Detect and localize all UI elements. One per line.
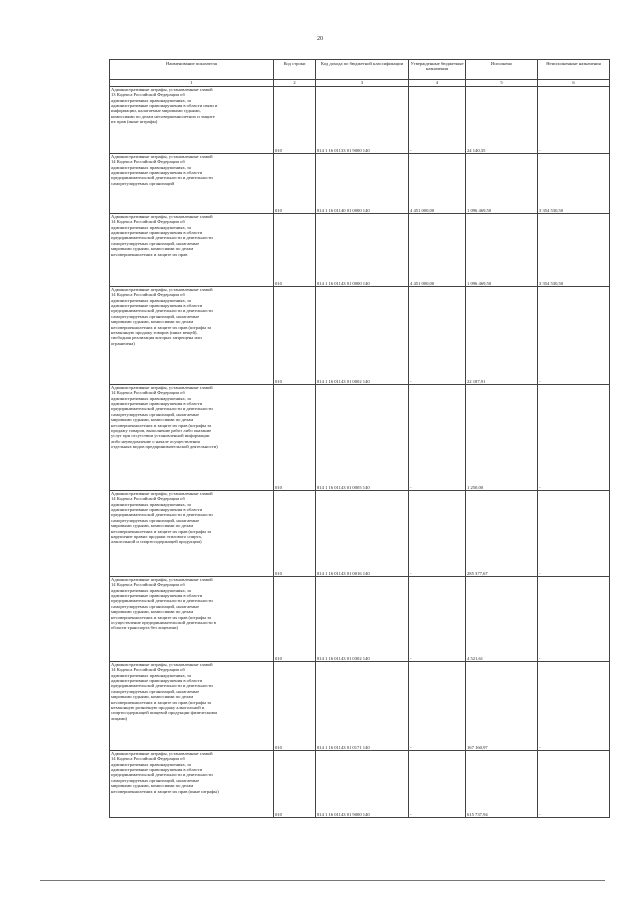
column-index: 4	[409, 80, 466, 87]
indicator-name-cell	[110, 87, 274, 154]
indicator-name-line: 14 Кодекса Российской Федерации об	[111, 219, 185, 225]
indicator-name-cell	[110, 214, 274, 287]
approved-cell: -	[409, 87, 466, 154]
income-report-table	[109, 59, 610, 818]
indicator-name-line: административные правонарушения в области связи и	[111, 103, 218, 109]
indicator-name-cell	[110, 154, 274, 214]
indicator-name-line: 14 Кодекса Российской Федерации об	[111, 292, 185, 298]
indicator-name-cell	[110, 751, 274, 818]
indicator-name-cell	[110, 287, 274, 385]
indicator-name-line: незаконную продажу товаров (иных вещей),	[111, 329, 198, 335]
executed-cell: 22 187,91	[466, 287, 538, 385]
indicator-name-cell	[110, 491, 274, 577]
indicator-name-line: информации, налагаемые мировыми судьями,	[111, 108, 201, 114]
line-code-cell: 010	[274, 287, 316, 385]
approved-cell: -	[409, 662, 466, 751]
budget-code-cell: 814 1 16 01140 01 0000 140	[316, 154, 409, 214]
approved-cell: 4 451 000,00	[409, 154, 466, 214]
indicator-name-line: мировыми судьями, комиссиями по делам	[111, 783, 194, 789]
indicator-name-line: 14 Кодекса Российской Федерации об	[111, 667, 185, 673]
indicator-name-line: административных правонарушениях, за	[111, 501, 191, 507]
indicator-name-line: их прав (иные штрафы)	[111, 119, 158, 125]
table-row	[110, 751, 610, 818]
unexecuted-cell: -	[538, 751, 610, 818]
table-row	[110, 87, 610, 154]
indicator-name-line: административных правонарушениях, за	[111, 297, 191, 303]
unexecuted-cell: -	[538, 491, 610, 577]
indicator-name-line: саморегулируемых организаций, налагаемые	[111, 411, 200, 417]
header-approved: Утвержденные бюджетные назначения	[409, 60, 466, 80]
column-index: 2	[274, 80, 316, 87]
table-row	[110, 662, 610, 751]
unexecuted-cell: 3 354 530,50	[538, 214, 610, 287]
indicator-name-line: Административные штрафы, установленные главой	[111, 87, 213, 92]
indicator-name-line: Административные штрафы, установленные главой	[111, 751, 213, 756]
indicator-name-line: 14 Кодекса Российской Федерации об	[111, 496, 185, 502]
indicator-name-line: административные правонарушения в области	[111, 230, 203, 236]
indicator-name-line: Административные штрафы, установленные главой	[111, 154, 213, 159]
indicator-name-line: административные правонарушения в области	[111, 507, 203, 513]
indicator-name-line: административные правонарушения в области	[111, 767, 203, 773]
line-code-cell: 010	[274, 214, 316, 287]
line-code-cell: 010	[274, 154, 316, 214]
budget-code-cell: 814 1 16 01143 01 0002 140	[316, 287, 409, 385]
header-row	[110, 60, 610, 80]
unexecuted-cell: -	[538, 287, 610, 385]
indicator-name-line: саморегулируемых организаций, налагаемые	[111, 240, 200, 246]
unexecuted-cell: 3 354 530,50	[538, 154, 610, 214]
indicator-name-line: административных правонарушениях, за	[111, 224, 191, 230]
indicator-name-line: несовершеннолетних и защите их прав (штрафы за	[111, 614, 212, 620]
indicator-name-cell	[110, 385, 274, 491]
indicator-name-line: осуществление предпринимательской деятельности в	[111, 619, 216, 625]
executed-cell: 615 737,94	[466, 751, 538, 818]
budget-code-cell: 814 1 16 01143 01 0016 140	[316, 491, 409, 577]
approved-cell: -	[409, 751, 466, 818]
budget-code-cell: 814 1 16 01143 01 0005 140	[316, 385, 409, 491]
budget-code-cell: 814 1 16 01133 01 9000 140	[316, 87, 409, 154]
indicator-name-line: Административные штрафы, установленные главой	[111, 577, 213, 582]
indicator-name-line: мировыми судьями, комиссиями по делам	[111, 417, 194, 423]
line-code-cell: 010	[274, 491, 316, 577]
indicator-name-line: мировыми судьями, комиссиями по делам	[111, 319, 194, 325]
approved-cell: -	[409, 287, 466, 385]
line-code-cell: 010	[274, 385, 316, 491]
indicator-name-line: либо неуведомление о начале осуществления	[111, 438, 200, 444]
indicator-name-line: саморегулируемых организаций, налагаемые	[111, 313, 200, 319]
budget-code-cell: 814 1 16 01143 01 9000 140	[316, 751, 409, 818]
executed-cell: 1 250,00	[466, 385, 538, 491]
column-index-row	[110, 80, 610, 87]
header-budget-code: Код дохода по бюджетной классификации	[316, 60, 409, 80]
indicator-name-line: саморегулируемых организаций, налагаемые	[111, 603, 200, 609]
indicator-name-line: несовершеннолетних и защите их прав (штрафы за	[111, 324, 212, 330]
indicator-name-line: 14 Кодекса Российской Федерации об	[111, 159, 185, 165]
indicator-name-line: спиртосодержащей пищевой продукции физическими	[111, 710, 217, 716]
table-row	[110, 287, 610, 385]
indicator-name-line: комиссиями по делам несовершеннолетних и защите	[111, 113, 215, 119]
indicator-name-line: административные правонарушения в области	[111, 170, 203, 176]
indicator-name-line: саморегулируемых организаций, налагаемые	[111, 777, 200, 783]
unexecuted-cell: -	[538, 577, 610, 662]
indicator-name-line: саморегулируемых организаций, налагаемые	[111, 517, 200, 523]
indicator-name-line: предпринимательской деятельности и деятельности	[111, 598, 213, 604]
indicator-name-line: административные правонарушения в области	[111, 593, 203, 599]
footer-divider	[40, 880, 605, 881]
indicator-name-line: нарушение правил продажи этилового спирта,	[111, 533, 202, 539]
indicator-name-line: административные правонарушения в области	[111, 401, 203, 407]
header-executed: Исполнено	[466, 60, 538, 80]
budget-code-cell: 814 1 16 01143 01 0000 140	[316, 214, 409, 287]
indicator-name-line: Административные штрафы, установленные главой	[111, 385, 213, 390]
table-row	[110, 154, 610, 214]
column-index: 1	[110, 80, 274, 87]
indicator-name-line: административных правонарушениях, за	[111, 97, 191, 103]
table-row	[110, 577, 610, 662]
indicator-name-line: 14 Кодекса Российской Федерации об	[111, 582, 185, 588]
indicator-name-line: предпринимательской деятельности и деятельности	[111, 175, 213, 181]
indicator-name-line: 13 Кодекса Российской Федерации об	[111, 92, 185, 98]
indicator-name-line: административных правонарушениях, за	[111, 587, 191, 593]
header-indicator-name: Наименование показателя	[110, 60, 274, 80]
indicator-name-line: незаконную розничную продажу алкогольной и	[111, 704, 205, 710]
indicator-name-line: Административные штрафы, установленные главой	[111, 214, 213, 219]
column-index: 6	[538, 80, 610, 87]
indicator-name-line: административных правонарушениях, за	[111, 164, 191, 170]
indicator-name-line: Административные штрафы, установленные главой	[111, 287, 213, 292]
unexecuted-cell: -	[538, 87, 610, 154]
line-code-cell: 010	[274, 87, 316, 154]
line-code-cell: 010	[274, 662, 316, 751]
executed-cell: 4 521,61	[466, 577, 538, 662]
indicator-name-line: предпринимательской деятельности и деятельности	[111, 772, 213, 778]
indicator-name-line: саморегулируемых организаций	[111, 180, 175, 186]
table-row	[110, 385, 610, 491]
executed-cell: 167 160,97	[466, 662, 538, 751]
executed-cell: 1 096 469,50	[466, 214, 538, 287]
indicator-name-line: Административные штрафы, установленные главой	[111, 662, 213, 667]
approved-cell: -	[409, 491, 466, 577]
indicator-name-line: административных правонарушениях, за	[111, 395, 191, 401]
indicator-name-line: предпринимательской деятельности и деятельности	[111, 683, 213, 689]
indicator-name-line: предпринимательской деятельности и деятельности	[111, 406, 213, 412]
indicator-name-line: предпринимательской деятельности и деятельности	[111, 512, 213, 518]
approved-cell: 4 451 000,00	[409, 214, 466, 287]
indicator-name-line: административные правонарушения в области	[111, 303, 203, 309]
indicator-name-line: свободная реализация которых запрещена или	[111, 335, 202, 341]
indicator-name-line: мировыми судьями, комиссиями по делам	[111, 246, 194, 252]
indicator-name-line: продажу товаров, выполнение работ либо оказание	[111, 427, 212, 433]
table-row	[110, 491, 610, 577]
indicator-name-line: алкогольной и спиртосодержащей продукции)	[111, 539, 202, 545]
indicator-name-line: мировыми судьями, комиссиями по делам	[111, 523, 194, 529]
column-index: 3	[316, 80, 409, 87]
indicator-name-line: мировыми судьями, комиссиями по делам	[111, 609, 194, 615]
indicator-name-line: ограничена)	[111, 340, 135, 346]
indicator-name-line: саморегулируемых организаций, налагаемые	[111, 688, 200, 694]
header-unexecuted: Неисполненные назначения	[538, 60, 610, 80]
indicator-name-line: области транспорта без лицензии)	[111, 625, 178, 631]
executed-cell: 285 377,67	[466, 491, 538, 577]
page-number: 20	[317, 36, 323, 42]
indicator-name-line: административных правонарушениях, за	[111, 761, 191, 767]
budget-code-cell: 814 1 16 01143 01 0171 140	[316, 662, 409, 751]
indicator-name-line: Административные штрафы, установленные главой	[111, 491, 213, 496]
unexecuted-cell: -	[538, 385, 610, 491]
column-index: 5	[466, 80, 538, 87]
budget-code-cell: 814 1 16 01143 01 0302 140	[316, 577, 409, 662]
indicator-name-line: предпринимательской деятельности и деятельности	[111, 235, 213, 241]
line-code-cell: 010	[274, 577, 316, 662]
indicator-name-line: административных правонарушениях, за	[111, 672, 191, 678]
indicator-name-line: мировыми судьями, комиссиями по делам	[111, 694, 194, 700]
indicator-name-line: предпринимательской деятельности и деятельности	[111, 308, 213, 314]
header-line-code: Код строки	[274, 60, 316, 80]
indicator-name-line: 14 Кодекса Российской Федерации об	[111, 390, 185, 396]
indicator-name-line: несовершеннолетних и защите их прав	[111, 251, 188, 257]
executed-cell: 24 140,35	[466, 87, 538, 154]
indicator-name-line: услуг при отсутствии установленной информации	[111, 433, 210, 439]
indicator-name-line: лицами)	[111, 715, 128, 721]
indicator-name-line: административные правонарушения в области	[111, 678, 203, 684]
unexecuted-cell: -	[538, 662, 610, 751]
indicator-name-cell	[110, 662, 274, 751]
indicator-name-line: 14 Кодекса Российской Федерации об	[111, 756, 185, 762]
indicator-name-line: несовершеннолетних и защите их прав (штрафы за	[111, 422, 212, 428]
indicator-name-cell	[110, 577, 274, 662]
approved-cell: -	[409, 577, 466, 662]
line-code-cell: 010	[274, 751, 316, 818]
table-row	[110, 214, 610, 287]
approved-cell: -	[409, 385, 466, 491]
indicator-name-line: отдельных видов предпринимательской деятельности)	[111, 443, 218, 449]
indicator-name-line: несовершеннолетних и защите их прав (штрафы за	[111, 528, 212, 534]
indicator-name-line: несовершеннолетних и защите их прав (штрафы за	[111, 699, 212, 705]
executed-cell: 1 096 469,50	[466, 154, 538, 214]
indicator-name-line: несовершеннолетних и защите их прав (иные штрафы)	[111, 788, 219, 794]
